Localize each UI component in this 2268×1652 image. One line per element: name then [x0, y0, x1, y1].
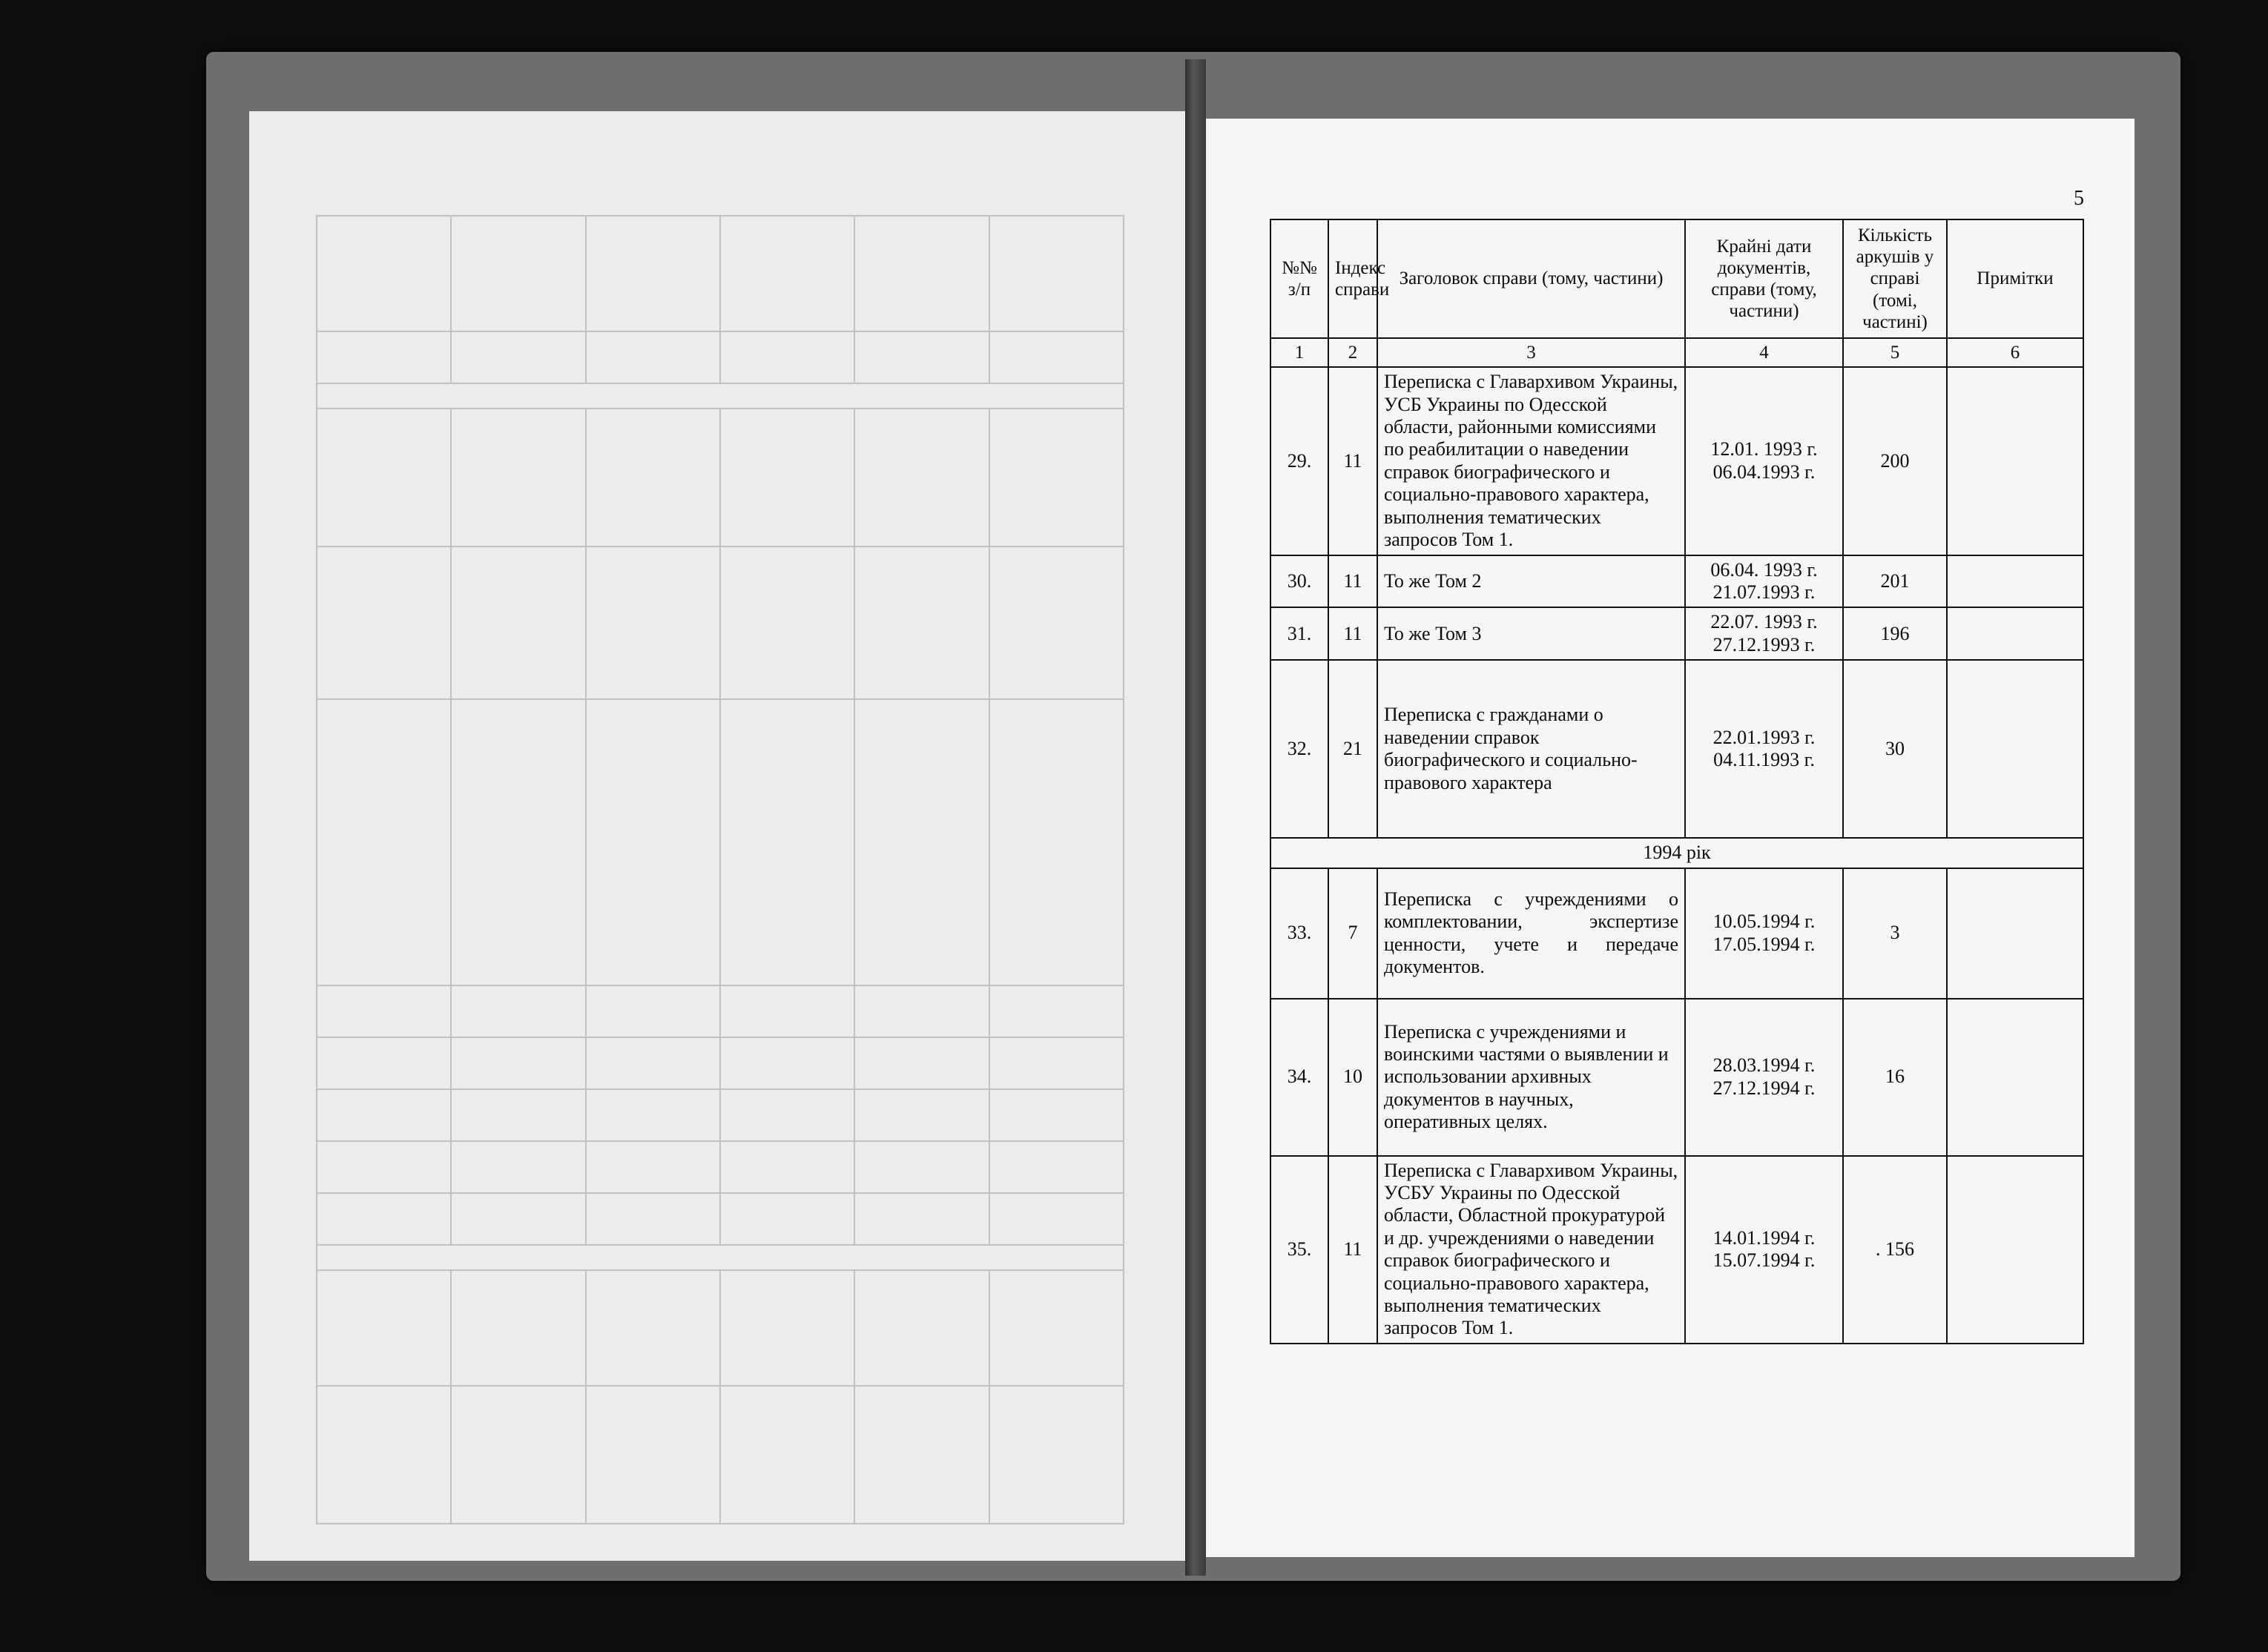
column-number: 4: [1685, 338, 1843, 367]
date-from: 12.01. 1993 г.: [1710, 438, 1818, 460]
row-dates: [1685, 607, 1843, 660]
row-sheets: 16: [1843, 999, 1947, 1156]
table-row: [1270, 607, 2083, 660]
row-index: 21: [1328, 660, 1377, 838]
row-notes: [1947, 1156, 2083, 1344]
row-number: 30.: [1270, 555, 1328, 608]
bleed-through-table: [316, 215, 1124, 1476]
row-notes: [1947, 999, 2083, 1156]
row-title: То же Том 3: [1377, 607, 1685, 660]
date-from: 14.01.1994 г.: [1712, 1226, 1816, 1249]
row-dates: [1685, 999, 1843, 1156]
column-number: 2: [1328, 338, 1377, 367]
table-row: [1270, 367, 2083, 555]
row-title: Переписка с Главархивом Украины, УСБ Украины по Одесской области, районными комиссиями по реабилитации о наведении справок биографического и социально-правового характера, выполнения тематических запросов Том 1.: [1377, 367, 1685, 555]
date-to: 15.07.1994 г.: [1712, 1249, 1816, 1272]
row-number: 32.: [1270, 660, 1328, 838]
column-number: 3: [1377, 338, 1685, 367]
row-number: 33.: [1270, 868, 1328, 999]
table-row: [1270, 555, 2083, 608]
header-notes: Примітки: [1947, 219, 2083, 338]
table-row: [1270, 868, 2083, 999]
row-sheets: 3: [1843, 868, 1947, 999]
right-page: [1206, 119, 2135, 1557]
row-sheets: 201: [1843, 555, 1947, 608]
row-title: То же Том 2: [1377, 555, 1685, 608]
row-title: Переписка с гражданами о наведении справок биографического и социально-правового характера: [1377, 660, 1685, 838]
date-from: 28.03.1994 г.: [1712, 1054, 1816, 1077]
row-index: 10: [1328, 999, 1377, 1156]
row-title: Переписка с Главархивом Украины, УСБУ Украины по Одесской области, Областной прокуратурой и др. учреждениями о наведении справок биографического и социально-правового характера, выполнения тематических запросов Том 1.: [1377, 1156, 1685, 1344]
date-to: 04.11.1993 г.: [1713, 749, 1815, 771]
row-sheets: . 156: [1843, 1156, 1947, 1344]
date-to: 27.12.1994 г.: [1712, 1077, 1816, 1099]
page-number: 5: [2074, 187, 2084, 210]
table-row: [1270, 999, 2083, 1156]
date-to: 06.04.1993 г.: [1712, 460, 1816, 483]
row-sheets: 200: [1843, 367, 1947, 555]
row-number: 35.: [1270, 1156, 1328, 1344]
row-index: 11: [1328, 607, 1377, 660]
date-to: 17.05.1994 г.: [1712, 933, 1816, 955]
table-row: [1270, 660, 2083, 838]
header-title: Заголовок справи (тому, частини): [1377, 219, 1685, 338]
row-index: 11: [1328, 367, 1377, 555]
date-to: 21.07.1993 г.: [1712, 581, 1816, 603]
date-from: 10.05.1994 г.: [1712, 911, 1816, 933]
date-from: 22.07. 1993 г.: [1710, 611, 1818, 633]
row-number: 34.: [1270, 999, 1328, 1156]
table-row: [1270, 1156, 2083, 1344]
row-index: 7: [1328, 868, 1377, 999]
date-from: 06.04. 1993 г.: [1710, 558, 1818, 581]
column-number: 1: [1270, 338, 1328, 367]
row-notes: [1947, 868, 2083, 999]
row-notes: [1947, 660, 2083, 838]
column-number-row: [1270, 338, 2083, 367]
left-page: [249, 111, 1185, 1561]
row-number: 29.: [1270, 367, 1328, 555]
book-spine: [1185, 59, 1206, 1576]
row-notes: [1947, 607, 2083, 660]
row-dates: [1685, 555, 1843, 608]
column-number: 5: [1843, 338, 1947, 367]
year-label: 1994 рік: [1270, 838, 2083, 868]
row-dates: [1685, 1156, 1843, 1344]
column-number: 6: [1947, 338, 2083, 367]
header-sheets: Кількість аркушів у справі (томі, частині): [1843, 219, 1947, 338]
row-title: Переписка с учреждениями и воинскими частями о выявлении и использовании архивных документов в научных, оперативных целях.: [1377, 999, 1685, 1156]
row-sheets: 30: [1843, 660, 1947, 838]
row-dates: [1685, 367, 1843, 555]
row-dates: [1685, 868, 1843, 999]
header-index: Індекс справи: [1328, 219, 1377, 338]
header-dates: Крайні дати документів, справи (тому, частини): [1685, 219, 1843, 338]
row-index: 11: [1328, 1156, 1377, 1344]
year-divider-row: [1270, 838, 2083, 868]
row-dates: [1685, 660, 1843, 838]
case-register-table: [1270, 219, 2084, 1344]
row-title: Переписка с учреждениями о комплектовании, экспертизе ценности, учете и передаче документов.: [1377, 868, 1685, 999]
table-header-row: [1270, 219, 2083, 338]
date-to: 27.12.1993 г.: [1712, 633, 1816, 655]
row-notes: [1947, 555, 2083, 608]
date-from: 22.01.1993 г.: [1712, 726, 1816, 748]
row-number: 31.: [1270, 607, 1328, 660]
header-number: №№ з/п: [1270, 219, 1328, 338]
row-notes: [1947, 367, 2083, 555]
row-sheets: 196: [1843, 607, 1947, 660]
row-index: 11: [1328, 555, 1377, 608]
